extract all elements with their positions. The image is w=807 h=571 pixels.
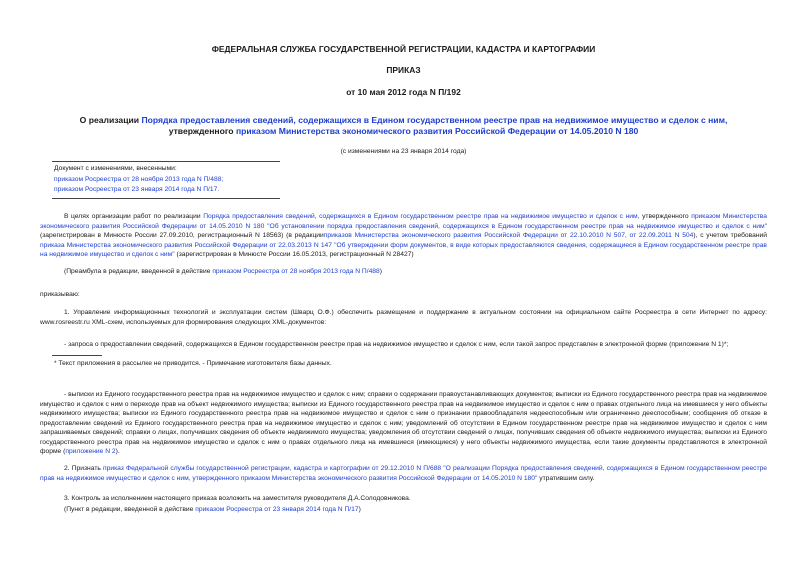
amendment-note: (с изменениями на 23 января 2014 года) bbox=[340, 148, 467, 155]
extracts-close: ). bbox=[115, 448, 120, 455]
changes-link-17[interactable]: приказом Росреестра от 23 января 2014 года N П/17. bbox=[54, 186, 220, 193]
preamble-paragraph bbox=[40, 212, 767, 260]
title-link-order-180[interactable]: приказом Министерства экономического развития Российской Федерации от 14.05.2010 N 180 bbox=[235, 126, 639, 136]
doc-type-heading: ПРИКАЗ bbox=[386, 65, 421, 75]
item-3-note-text: (Пункт в редакции, введенной в действие bbox=[64, 506, 196, 513]
doc-date-heading: от 10 мая 2012 года N П/192 bbox=[346, 87, 461, 97]
preamble-text-i: (зарегистрирован в Минюсте России 16.05.2013, регистрационный N 28427) bbox=[174, 251, 414, 258]
appendix-2-link[interactable]: приложение N 2 bbox=[65, 448, 116, 455]
title-link-procedure[interactable]: Порядка предоставления сведений, содержащихся в Едином государственном реестре прав на недвижимое имущество и сделок с ним, bbox=[141, 115, 728, 125]
item-2-paragraph bbox=[40, 464, 767, 483]
item-3-note bbox=[64, 505, 361, 515]
changes-heading: Документ с изменениями, внесенными: bbox=[54, 165, 177, 172]
agency-heading: ФЕДЕРАЛЬНАЯ СЛУЖБА ГОСУДАРСТВЕННОЙ РЕГИСТРАЦИИ, КАДАСТРА И КАРТОГРАФИИ bbox=[211, 44, 596, 54]
title-prefix: О реализации bbox=[79, 115, 142, 125]
footnote: * Текст приложения в рассылке не приводится. - Примечание изготовителя базы данных. bbox=[54, 360, 332, 367]
preamble-note-link[interactable]: приказом Росреестра от 28 ноября 2013 года N П/488 bbox=[212, 268, 380, 275]
item-2-link-order-688[interactable]: приказ Федеральной службы государственной регистрации, кадастра и картографии от 29.12.2010 N П/688 "О реализации Порядка предоставления сведений, содержащихся в Едином государственном реестре прав на недвижимое имущество и сделок с ним, утвержденного приказом Министерства экономического развития Российской Федерации от 14.05.2010 N 180" bbox=[40, 465, 768, 482]
preamble-note-close: ) bbox=[379, 268, 382, 275]
item-2-text-c: утратившим силу. bbox=[537, 474, 595, 482]
item-1-paragraph: 1. Управление информационных технологий и эксплуатации систем (Шварц О.Ф.) обеспечить размещение и поддержание в актуальном состоянии на официальном сайте Росреестра в сети Интернет по адресу: www.rosreestr.ru XML-схем, используемых для формирования следующих XML-документов: bbox=[40, 309, 767, 326]
preamble-note-text: (Преамбула в редакции, введенной в действие bbox=[64, 268, 213, 275]
preamble-link-order-180[interactable]: приказом Министерства экономического развития Российской Федерации от 14.05.2010 N 180 "Об установлении порядка предоставления сведений, содержащихся в Едином государственном реестре прав на недвижимое имущество и сделок с ним" bbox=[40, 213, 767, 230]
preamble-text-g: ), с учетом требований bbox=[693, 232, 767, 239]
preamble-text-c: утвержденного bbox=[639, 213, 692, 220]
changes-link-488[interactable]: приказом Росреестра от 28 ноября 2013 года N П/488; bbox=[54, 176, 224, 183]
preamble-note bbox=[64, 267, 382, 277]
bottom-divider bbox=[52, 198, 280, 199]
preamble-text-a: В целях организации работ по реализации bbox=[64, 213, 204, 220]
item-3-paragraph: 3. Контроль за исполнением настоящего приказа возложить на заместителя руководителя Д.А.Солодовникова. bbox=[64, 495, 411, 502]
preamble-link-orders-507-504[interactable]: приказов Министерства экономического развития Российской Федерации от 22.10.2010 N 507, от 22.09.2011 N 504 bbox=[323, 232, 694, 239]
item-2-text-a: 2. Признать bbox=[64, 465, 104, 472]
top-divider bbox=[52, 161, 280, 162]
extracts-text: - выписки из Единого государственного реестра прав на недвижимое имущество и сделок с ним; справки о содержании правоустанавливающих документов; выписки из Единого государственного реестра прав на недвижимое имущество и сделок с ним о переходе прав на объект недвижимого имущества; выписки из Единого государственного реестра прав на недвижимое имущество и сделок с ним о правах отдельного лица на имевшиеся у него объекты недвижимого имущества; выписки из Единого государственного реестра прав на недвижимое имущество и сделок с ним о признании правообладателя недееспособным или ограниченно дееспособным; сообщения об отказе в предоставлении сведений из Единого государственного реестра прав на недвижимое имущество и сделок с ним; уведомлений об отсутствии в Едином государственном реестре прав на недвижимое имущество и сделок с ним запрашиваемых сведений; справки о лицах, получивших сведения об объекте недвижимого имущества; уведомления об отсутствии сведений о лицах, получивших сведения об объекте недвижимого имущества; выписки из Единого государственного реестра прав на недвижимое имущество и сделок с ним о правах отдельного лица на имевшиеся (имеющиеся) у него объекты недвижимого имущества, если такие документы представляются в электронной форме ( bbox=[40, 391, 767, 455]
document-title bbox=[0, 115, 807, 137]
title-middle: утвержденного bbox=[168, 126, 236, 136]
item-3-note-link[interactable]: приказом Росреестра от 23 января 2014 года N П/17 bbox=[195, 506, 359, 513]
request-xml-item: - запроса о предоставлении сведений, содержащихся в Едином государственном реестре прав на недвижимое имущество и сделок с ним, если такой запрос представлен в электронной форме (приложение N 1)*; bbox=[64, 341, 729, 348]
extracts-paragraph bbox=[40, 390, 767, 457]
preamble-text-e: (зарегистрирован в Минюсте России 27.09.2010, регистрационный N 18563) (в редакции bbox=[40, 232, 324, 239]
preamble-link-order-147[interactable]: приказа Министерства экономического развития Российской Федерации от 22.03.2013 N 147 "Об утверждении форм документов, в виде которых предоставляются сведения, содержащиеся в Едином государственном реестре прав на недвижимое имущество и сделок с ним" bbox=[40, 241, 767, 258]
footnote-divider bbox=[52, 355, 102, 356]
order-word: приказываю: bbox=[40, 291, 80, 298]
preamble-link-procedure[interactable]: Порядка предоставления сведений, содержащихся в Едином государственном реестре прав на недвижимое имущество и сделок с ним, bbox=[203, 213, 640, 220]
item-3-note-close: ) bbox=[358, 506, 361, 513]
